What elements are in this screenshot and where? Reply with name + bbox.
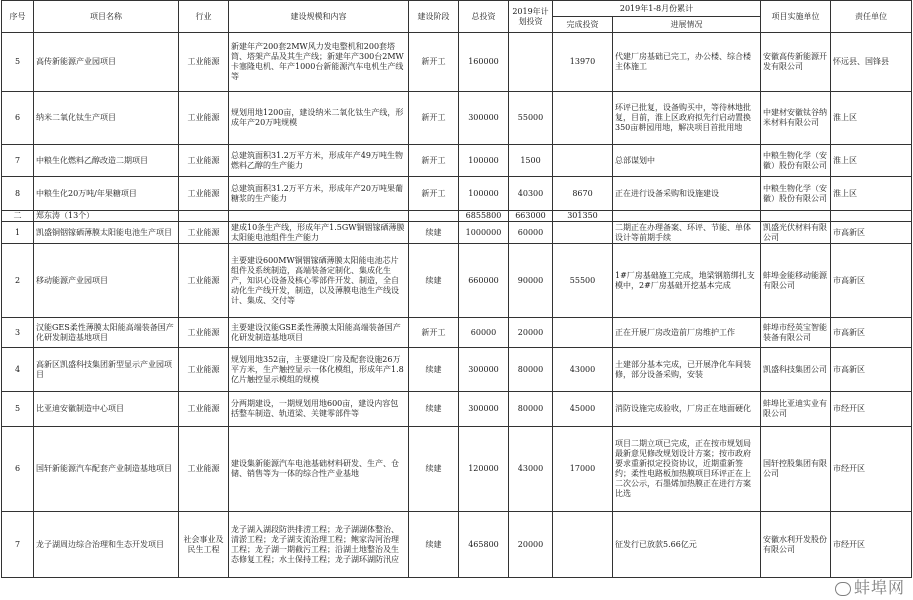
cell-seq: 3 bbox=[2, 318, 34, 348]
cell-done: 43000 bbox=[553, 348, 613, 392]
cell-scale: 龙子湖入湖段防洪排涝工程；龙子湖湖体整治、清淤工程；龙子湖支流治理工程；鲍家沟河治理工程；龙子湖一期截污工程；沿湖土地整治及生态修复工程；水土保持工程；龙子湖环湖防汛应 bbox=[229, 512, 409, 578]
header-cumulative: 2019年1-8月份累计 bbox=[553, 1, 761, 17]
cell-plan bbox=[509, 33, 553, 92]
cell-stage: 续建 bbox=[409, 392, 459, 427]
cell-plan: 90000 bbox=[509, 244, 553, 318]
header-total: 总投资 bbox=[459, 1, 509, 33]
cell-unit: 中粮生物化学（安徽）股份有限公司 bbox=[761, 177, 831, 211]
cell-industry: 工业能源 bbox=[179, 318, 229, 348]
cell-resp: 淮上区 bbox=[831, 145, 912, 177]
cell-total: 160000 bbox=[459, 33, 509, 92]
table-row bbox=[2, 33, 912, 92]
header-stage: 建设阶段 bbox=[409, 1, 459, 33]
cell-seq: 5 bbox=[2, 33, 34, 92]
cell-total: 60000 bbox=[459, 318, 509, 348]
header-name: 项目名称 bbox=[34, 1, 179, 33]
cell-unit: 安徽水利开发股份有限公司 bbox=[761, 512, 831, 578]
table-row bbox=[2, 512, 912, 578]
cell-total: 660000 bbox=[459, 244, 509, 318]
cell-industry: 工业能源 bbox=[179, 177, 229, 211]
cell-scale: 规划用地352亩，主要建设厂房及配套设施26万平方米，生产触控显示一体化模组，形成年产1.8亿片触控显示模组的规模 bbox=[229, 348, 409, 392]
section-done: 301350 bbox=[553, 211, 613, 222]
cell-seq: 7 bbox=[2, 145, 34, 177]
cell-stage: 新开工 bbox=[409, 92, 459, 145]
cell-plan: 20000 bbox=[509, 318, 553, 348]
table-body-b bbox=[2, 222, 912, 578]
cell-name: 高传新能源产业园项目 bbox=[34, 33, 179, 92]
cell-industry: 工业能源 bbox=[179, 92, 229, 145]
table-row bbox=[2, 427, 912, 512]
cell-stage: 续建 bbox=[409, 512, 459, 578]
cell-stage: 新开工 bbox=[409, 177, 459, 211]
cell-industry: 社会事业及民生工程 bbox=[179, 512, 229, 578]
cell-progress: 正在进行设备采购和设施建设 bbox=[613, 177, 761, 211]
section-total: 6855800 bbox=[459, 211, 509, 222]
header-row-1 bbox=[2, 1, 912, 17]
cell-scale: 总建筑面积31.2万平方米，形成年产20万吨果葡糖浆的生产能力 bbox=[229, 177, 409, 211]
table-row bbox=[2, 348, 912, 392]
cell-name: 凯盛铜铟镓硒薄膜太阳能电池生产项目 bbox=[34, 222, 179, 244]
cell-resp: 淮上区 bbox=[831, 92, 912, 145]
cell-seq: 6 bbox=[2, 427, 34, 512]
table-row bbox=[2, 244, 912, 318]
cell-unit: 国轩控股集团有限公司 bbox=[761, 427, 831, 512]
cell-seq: 6 bbox=[2, 92, 34, 145]
cell-done bbox=[553, 318, 613, 348]
cell-seq: 4 bbox=[2, 348, 34, 392]
table-row bbox=[2, 392, 912, 427]
header-resp: 责任单位 bbox=[831, 1, 912, 33]
cell-done bbox=[553, 92, 613, 145]
section-row bbox=[2, 211, 912, 222]
section-seq: 二 bbox=[2, 211, 34, 222]
cell-scale: 总建筑面积31.2万平方米，形成年产49万吨生物燃料乙醇的生产能力 bbox=[229, 145, 409, 177]
cell-plan: 43000 bbox=[509, 427, 553, 512]
cell-total: 100000 bbox=[459, 145, 509, 177]
cell-industry: 工业能源 bbox=[179, 348, 229, 392]
cell-stage: 新开工 bbox=[409, 33, 459, 92]
section-name: 郑东涛（13个） bbox=[34, 211, 179, 222]
cell-stage: 续建 bbox=[409, 222, 459, 244]
cell-seq: 8 bbox=[2, 177, 34, 211]
header-seq: 序号 bbox=[2, 1, 34, 33]
cell-total: 465800 bbox=[459, 512, 509, 578]
cell-progress: 1#厂房基础施工完成，地梁钢筋绑扎支模中，2#厂房基础开挖基本完成 bbox=[613, 244, 761, 318]
cell-industry: 工业能源 bbox=[179, 244, 229, 318]
cell-done: 13970 bbox=[553, 33, 613, 92]
cell-industry: 工业能源 bbox=[179, 392, 229, 427]
cell-done bbox=[553, 145, 613, 177]
cell-progress: 土建部分基本完成，已开展净化车间装修，部分设备采购，安装 bbox=[613, 348, 761, 392]
cell-done: 17000 bbox=[553, 427, 613, 512]
cell-name: 高新区凯盛科技集团新型显示产业园项目 bbox=[34, 348, 179, 392]
table-row bbox=[2, 92, 912, 145]
cell-unit: 中粮生物化学（安徽）股份有限公司 bbox=[761, 145, 831, 177]
watermark-text: 蚌埠网 bbox=[853, 578, 905, 597]
table-row bbox=[2, 318, 912, 348]
cell-seq: 5 bbox=[2, 392, 34, 427]
cell-plan: 80000 bbox=[509, 348, 553, 392]
section-plan: 663000 bbox=[509, 211, 553, 222]
cell-plan: 40300 bbox=[509, 177, 553, 211]
cell-name: 龙子湖周边综合治理和生态开发项目 bbox=[34, 512, 179, 578]
table-row bbox=[2, 222, 912, 244]
cell-done: 8670 bbox=[553, 177, 613, 211]
cell-industry: 工业能源 bbox=[179, 145, 229, 177]
cell-stage: 新开工 bbox=[409, 318, 459, 348]
cell-total: 100000 bbox=[459, 177, 509, 211]
cell-total: 1000000 bbox=[459, 222, 509, 244]
cell-plan: 80000 bbox=[509, 392, 553, 427]
table-row bbox=[2, 145, 912, 177]
cell-unit: 蚌埠市经英宝智能装备有限公司 bbox=[761, 318, 831, 348]
cell-progress: 代建厂房基础已完工，办公楼、综合楼主体施工 bbox=[613, 33, 761, 92]
cell-unit: 蚌埠金能移动能源有限公司 bbox=[761, 244, 831, 318]
cell-name: 国轩新能源汽车配套产业制造基地项目 bbox=[34, 427, 179, 512]
cell-plan: 60000 bbox=[509, 222, 553, 244]
cell-done: 45000 bbox=[553, 392, 613, 427]
cell-resp: 市经开区 bbox=[831, 427, 912, 512]
cell-scale: 主要建设600MW铜铟镓硒薄膜太阳能电池芯片组件及系统制造，高端装备定制化、集成化生产，知识心设备及核心零部件开发、制造，全自动化生产线开发，制造，以及薄膜电池生产线设计、集成、交付等 bbox=[229, 244, 409, 318]
cell-resp: 市经开区 bbox=[831, 512, 912, 578]
header-progress: 进展情况 bbox=[613, 17, 761, 33]
cell-unit: 凯盛光伏材料有限公司 bbox=[761, 222, 831, 244]
cell-done bbox=[553, 222, 613, 244]
cell-scale: 规划用地1200亩，建设纳米二氧化钛生产线，形成年产20万吨规模 bbox=[229, 92, 409, 145]
cell-name: 纳米二氧化钛生产项目 bbox=[34, 92, 179, 145]
cell-done: 55500 bbox=[553, 244, 613, 318]
table-row bbox=[2, 177, 912, 211]
cell-done bbox=[553, 512, 613, 578]
cell-scale: 建成10条生产线，形成年产1.5GW铜铟镓硒薄膜太阳能电池组件生产能力 bbox=[229, 222, 409, 244]
cell-resp: 市高新区 bbox=[831, 318, 912, 348]
cell-progress: 正在开展厂房改造前厂房维护工作 bbox=[613, 318, 761, 348]
cell-stage: 续建 bbox=[409, 244, 459, 318]
cell-progress: 二期正在办理备案、环评、节能、单体设计等前期手续 bbox=[613, 222, 761, 244]
project-table bbox=[1, 0, 912, 578]
cell-seq: 7 bbox=[2, 512, 34, 578]
cell-resp: 市高新区 bbox=[831, 222, 912, 244]
cell-resp: 市经开区 bbox=[831, 392, 912, 427]
cell-plan: 55000 bbox=[509, 92, 553, 145]
cell-progress: 总部谋划中 bbox=[613, 145, 761, 177]
table-body-a bbox=[2, 33, 912, 211]
cell-name: 移动能源产业园项目 bbox=[34, 244, 179, 318]
watermark bbox=[835, 575, 905, 598]
cell-total: 300000 bbox=[459, 392, 509, 427]
cell-plan: 20000 bbox=[509, 512, 553, 578]
cell-scale: 新建年产200套2MW风力发电整机和200套塔筒、塔架产品及其生产线；新建年产300台2MW卡塞隆电机、年产1000台新能源汽车电机生产线等 bbox=[229, 33, 409, 92]
cell-scale: 建设集新能源汽车电池基础材料研发、生产、仓储、销售等为一体的综合性产业基地 bbox=[229, 427, 409, 512]
watermark-logo-icon bbox=[835, 582, 851, 596]
header-plan: 2019年计划投资 bbox=[509, 1, 553, 33]
cell-resp: 怀远县、国锋县 bbox=[831, 33, 912, 92]
cell-name: 中粮生化燃料乙醇改造二期项目 bbox=[34, 145, 179, 177]
cell-total: 300000 bbox=[459, 92, 509, 145]
cell-seq: 2 bbox=[2, 244, 34, 318]
cell-total: 120000 bbox=[459, 427, 509, 512]
cell-scale: 分两期建设，一期规划用地600亩，建设内容包括整车制造、轨道梁、关键零部件等 bbox=[229, 392, 409, 427]
cell-resp: 市高新区 bbox=[831, 244, 912, 318]
cell-resp: 市高新区 bbox=[831, 348, 912, 392]
cell-stage: 新开工 bbox=[409, 145, 459, 177]
cell-progress: 消防设施完成验收，厂房正在地面硬化 bbox=[613, 392, 761, 427]
cell-plan: 1500 bbox=[509, 145, 553, 177]
cell-unit: 凯盛科技集团公司 bbox=[761, 348, 831, 392]
cell-name: 中粮生化20万吨/年果糖项目 bbox=[34, 177, 179, 211]
cell-industry: 工业能源 bbox=[179, 427, 229, 512]
cell-unit: 中建材安徽钛谷纳米材料有限公司 bbox=[761, 92, 831, 145]
cell-seq: 1 bbox=[2, 222, 34, 244]
cell-total: 300000 bbox=[459, 348, 509, 392]
cell-progress: 项目二期立项已完成，正在按市规划局最新意见修改规划设计方案；按市政府要求重新拟定投资协议，近期重新签约；柔性电路板加热膜项目环评正在上二次公示，石墨烯加热膜正在进行方案比选 bbox=[613, 427, 761, 512]
cell-unit: 蚌埠比亚迪实业有限公司 bbox=[761, 392, 831, 427]
cell-progress: 征发行已放款5.66亿元 bbox=[613, 512, 761, 578]
cell-industry: 工业能源 bbox=[179, 33, 229, 92]
cell-industry: 工业能源 bbox=[179, 222, 229, 244]
cell-name: 比亚迪安徽制造中心项目 bbox=[34, 392, 179, 427]
cell-stage: 续建 bbox=[409, 427, 459, 512]
header-unit: 项目实施单位 bbox=[761, 1, 831, 33]
cell-stage: 续建 bbox=[409, 348, 459, 392]
header-industry: 行业 bbox=[179, 1, 229, 33]
cell-resp: 淮上区 bbox=[831, 177, 912, 211]
cell-progress: 环评已批复，设备购买中，等待林地批复，目前，淮上区政府拟先行启动置换350亩耕园用地，解决项目首批用地 bbox=[613, 92, 761, 145]
cell-unit: 安徽高传新能源开发有限公司 bbox=[761, 33, 831, 92]
cell-name: 汉能GES柔性薄膜太阳能高端装备国产化研发制造基地项目 bbox=[34, 318, 179, 348]
header-scale: 建设规模和内容 bbox=[229, 1, 409, 33]
cell-scale: 主要建设汉能GSE柔性薄膜太阳能高端装备国产化研发制造基地项目 bbox=[229, 318, 409, 348]
header-completed: 完成投资 bbox=[553, 17, 613, 33]
